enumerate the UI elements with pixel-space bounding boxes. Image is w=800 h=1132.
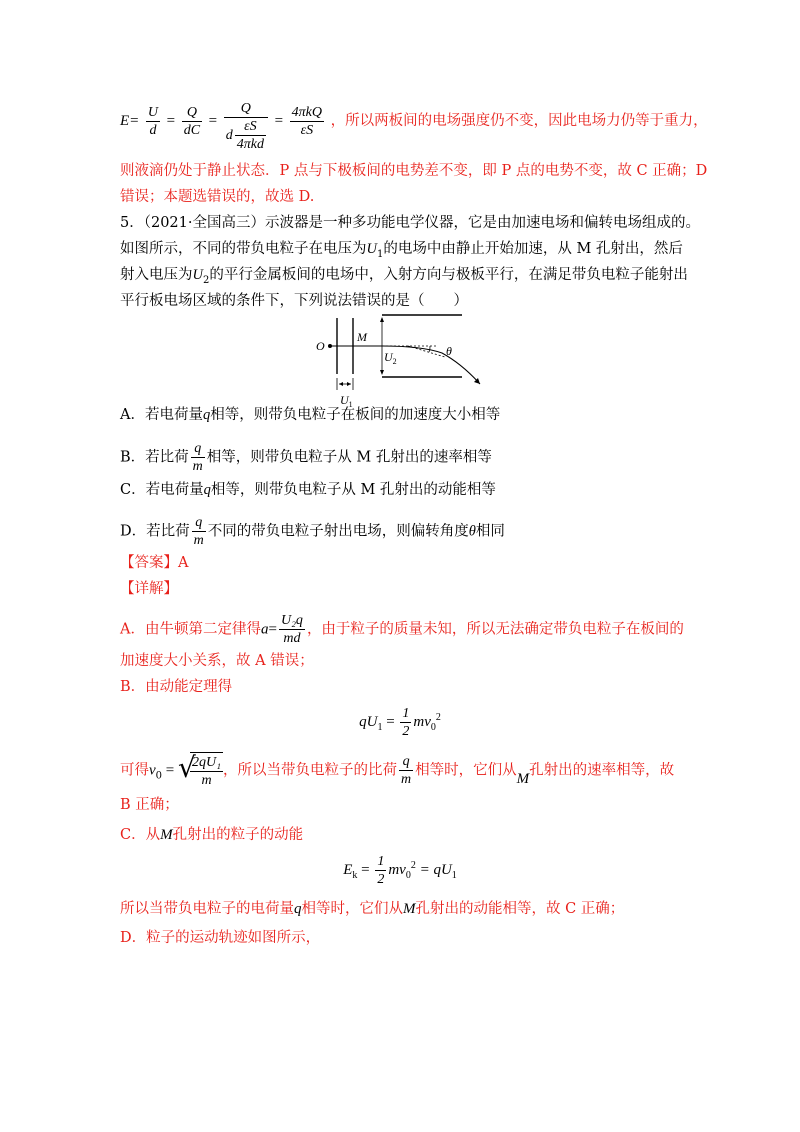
question-line1: 5．（2021·全国高三）示波器是一种多功能电学仪器，它是由加速电场和偏转电场组成的。 [120, 215, 700, 231]
frac-Q-dC: $\frac{Q}{dC}$ [183, 104, 201, 138]
detail-B-line2: 可得$v_0$ = √ $\frac{\text{2qU₁}}{m}$ ，所以当带负电粒子的比荷 $\frac{q}{m}$ 相等时，它们从M孔射出的速率相等，故 [120, 751, 675, 788]
option-B: B．若比荷 $\frac{q}{m}$ 相等，则带负电粒子从 M 孔射出的速率相等 [120, 441, 492, 474]
label-theta: θ [446, 344, 452, 358]
label-O: O [316, 339, 325, 353]
option-D: D．若比荷 $\frac{q}{m}$ 不同的带负电粒子射出电场，则偏转角度θ相同 [120, 515, 505, 548]
detail-A-line2: 加速度大小关系，故 A 错误； [120, 653, 314, 669]
detail-C-line1: C．从M孔射出的粒子的动能 [120, 827, 304, 843]
detail-A-line1: A．由牛顿第二定律得a= $\frac{\text{U₂q}}{md}$ ，由于粒子的质量未知，所以无法确定带负电粒子在板间的 [120, 613, 684, 646]
frac-Q-nested: Q d $\frac{\varepsilon S}{\text{4πkd}}$ [224, 100, 268, 153]
detail-C-line2: 所以当带负电粒子的电荷量q相等时，它们从M孔射出的动能相等，故 C 正确； [120, 901, 625, 917]
label-M: M [357, 330, 367, 344]
question-line4: 平行板电场区域的条件下，下列说法错误的是（ ） [120, 293, 468, 309]
label-U1: $U_1$ [340, 393, 353, 408]
detail-B-line3: B 正确； [120, 797, 179, 813]
sqrt-expression: √ $\frac{\text{2qU₁}}{m}$ [178, 751, 221, 788]
prev-solution-line2: 则液滴仍处于静止状态．P 点与下极板间的电势差不变，即 P 点的电势不变，故 C 正确；D [120, 163, 708, 179]
detail-label: 【详解】 [120, 581, 178, 597]
detail-B-line1: B．由动能定理得 [120, 679, 233, 695]
detail-D-line1: D．粒子的运动轨迹如图所示， [120, 930, 321, 946]
question-line2: 如图所示，不同的带负电粒子在电压为$U_1$的电场中由静止开始加速，从 M 孔射出，然后 [120, 241, 683, 260]
frac-U-d: $\frac{U}{d}$ [147, 104, 159, 138]
frac-4pikQ: $\frac{\text{4πkQ}}{\varepsilon S}$ [291, 104, 323, 138]
prev-solution-line3: 错误；本题选错误的，故选 D. [120, 189, 315, 205]
equation-energy: $qU_1$ = $\frac{1}{2}$ $mv_0^2$ [359, 706, 441, 739]
option-C: C．若电荷量q相等，则带负电粒子从 M 孔射出的动能相等 [120, 482, 496, 498]
option-A: A．若电荷量q相等，则带负电粒子在板间的加速度大小相等 [120, 407, 501, 423]
equation-kinetic-energy: $E_k$ = $\frac{1}{2}$ $mv_0^2 = qU_1$ [343, 854, 457, 887]
question-line3: 射入电压为$U_2$的平行金属板间的电场中，入射方向与极板平行，在满足带负电粒子能射出 [120, 267, 688, 286]
label-U2: $U_2$ [384, 350, 397, 366]
prev-solution-formula: E= $\frac{U}{d}$ = $\frac{Q}{dC}$ = Q d $\frac{\varepsilon S}{\text{4πkd}}$ = $\frac{\text{4πkQ}}{\varepsilon S}$ ，所以两板间的电场强度仍不变，因此电场力仍等于重力， [120, 101, 708, 152]
answer-label: 【答案】A [120, 555, 189, 571]
oscilloscope-diagram [312, 308, 492, 408]
